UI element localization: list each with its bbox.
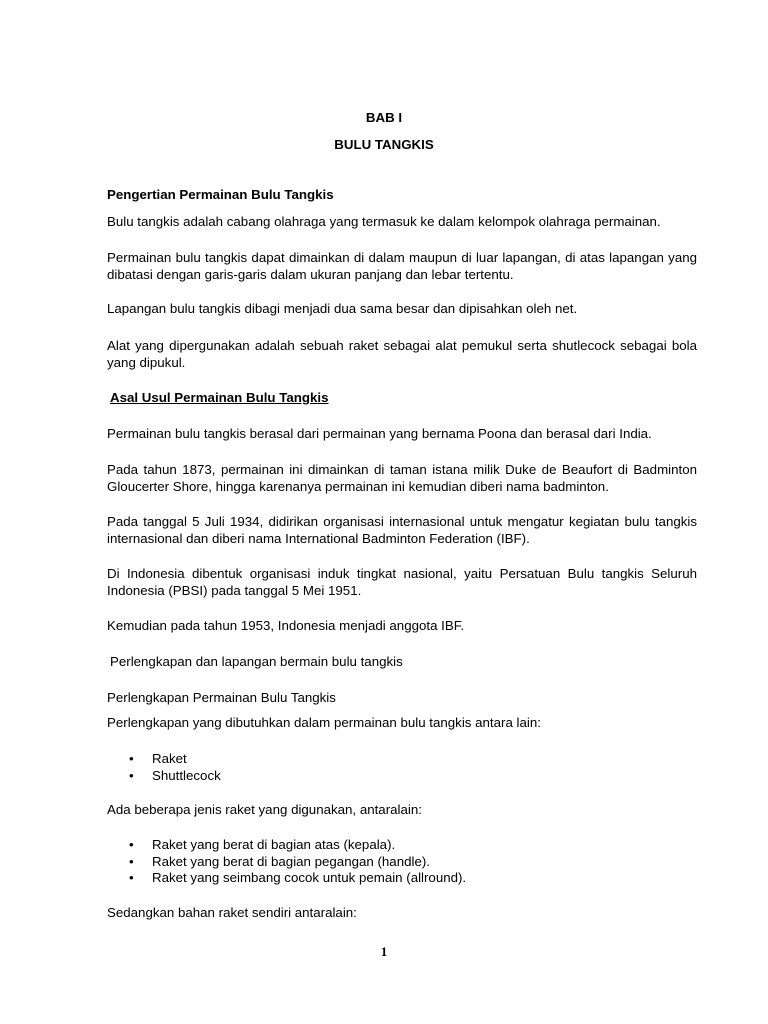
list-item: • Shuttlecock (129, 767, 221, 783)
paragraph: Perlengkapan yang dibutuhkan dalam permainan bulu tangkis antara lain: (107, 715, 541, 730)
paragraph: Pada tanggal 5 Juli 1934, didirikan organisasi internasional untuk mengatur kegiatan bulu tangkis internasional dan diberi nama International Badminton Federation (IBF). (107, 514, 697, 546)
paragraph: Permainan bulu tangkis dapat dimainkan di dalam maupun di luar lapangan, di atas lapangan yang dibatasi dengan garis-garis dalam ukuran panjang dan lebar tertentu. (107, 250, 697, 282)
document-title: BULU TANGKIS (334, 137, 434, 152)
paragraph: Kemudian pada tahun 1953, Indonesia menjadi anggota IBF. (107, 618, 465, 633)
bullet-icon: • (129, 837, 134, 852)
paragraph: Sedangkan bahan raket sendiri antaralain: (107, 905, 357, 920)
paragraph: Pada tahun 1873, permainan ini dimainkan di taman istana milik Duke de Beaufort di Badminton Gloucerter Shore, hingga karenanya permainan ini kemudian diberi nama badminton. (107, 462, 697, 494)
racket-type-list (107, 837, 466, 887)
paragraph: Permainan bulu tangkis berasal dari permainan yang bernama Poona dan berasal dari India. (107, 426, 652, 441)
list-item: • Raket (129, 751, 187, 766)
section-heading-origin: Asal Usul Permainan Bulu Tangkis (110, 390, 329, 405)
bullet-icon: • (129, 870, 134, 885)
section-heading-equipment: Perlengkapan dan lapangan bermain bulu tangkis (110, 654, 403, 669)
paragraph: Alat yang dipergunakan adalah sebuah raket sebagai alat pemukul serta shutlecock sebagai bola yang dipukul. (107, 338, 697, 370)
paragraph: Lapangan bulu tangkis dibagi menjadi dua sama besar dan dipisahkan oleh net. (107, 301, 578, 316)
paragraph: Di Indonesia dibentuk organisasi induk tingkat nasional, yaitu Persatuan Bulu tangkis Seluruh Indonesia (PBSI) pada tanggal 5 Mei 1951. (107, 566, 697, 598)
page-number: 1 (380, 944, 388, 959)
bullet-icon: • (129, 767, 134, 783)
subheading-equipment: Perlengkapan Permainan Bulu Tangkis (107, 690, 336, 705)
list-item: • Raket yang berat di bagian pegangan (handle). (129, 853, 430, 869)
paragraph: Ada beberapa jenis raket yang digunakan, antaralain: (107, 802, 422, 817)
paragraph: Bulu tangkis adalah cabang olahraga yang termasuk ke dalam kelompok olahraga permainan. (107, 214, 661, 229)
section-heading-definition: Pengertian Permainan Bulu Tangkis (107, 187, 334, 202)
list-item: • Raket yang seimbang cocok untuk pemain (allround). (129, 870, 467, 885)
equipment-list (107, 751, 221, 784)
bullet-icon: • (129, 853, 134, 869)
list-item: • Raket yang berat di bagian atas (kepala). (129, 837, 396, 852)
bullet-icon: • (129, 751, 134, 766)
chapter-label: BAB I (365, 110, 403, 125)
